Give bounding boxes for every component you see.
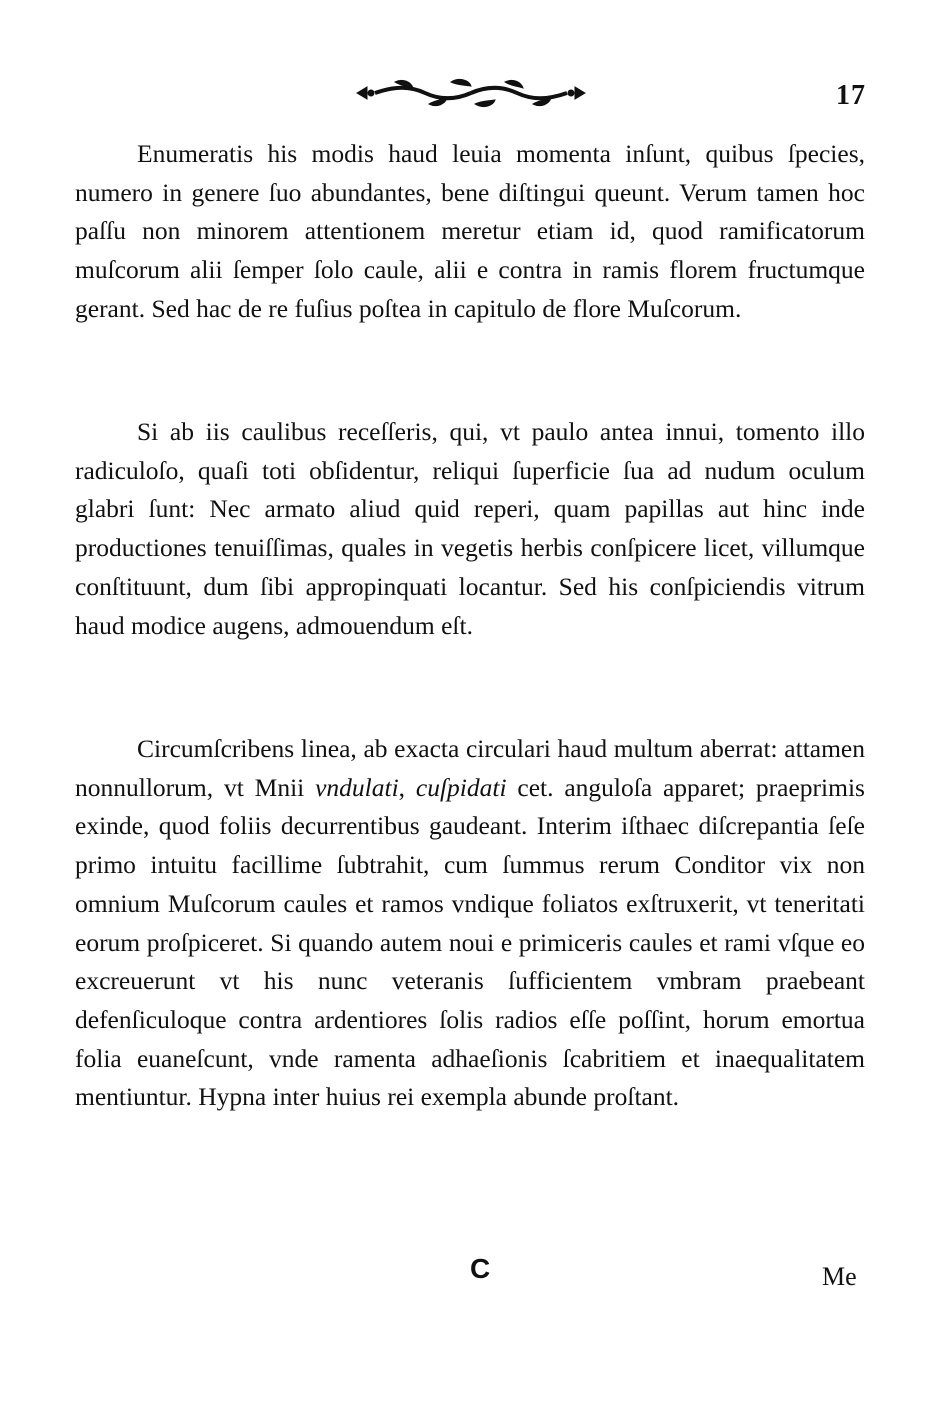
paragraph-2 [75,413,865,645]
species-name-vndulati: vndulati [315,772,399,802]
paragraph-3-text-start: Circumſcribens linea, ab exacta circulari haud multum aberrat: attamen nonnullorum, vt Mnii [75,734,865,802]
paragraph-1-text: Enumeratis his modis haud leuia momenta inſunt, quibus ſpecies, numero in genere ſuo abundantes, bene diſtingui queunt. Verum tamen hoc paſſu non minorem attentionem meretur etiam id, quod ramificatorum muſcorum alii ſemper ſolo caule, alii e contra in ramis florem fructumque gerant. Sed hac de re fuſius poſtea in capitulo de flore Muſcorum. [75,139,865,323]
page-number: 17 [836,80,866,111]
paragraph-2-text: Si ab iis caulibus receſſeris, qui, vt paulo antea innui, tomento illo radiculoſo, quaſi toti obſidentur, reliqui ſuperficie ſua ad nudum oculum glabri ſunt: Nec armato aliud quid reperi, quam papillas aut hinc inde productiones tenuiſſimas, quales in vegetis herbis conſpicere licet, villumque conſtituunt, dum ſibi appropinquati locantur. Sed his conſpiciendis vitrum haud modice augens, admouendum eſt. [75,417,865,640]
paragraph-3-separator: , [398,772,416,802]
paragraph-3-text [75,730,865,1117]
fleuron-ornament-icon [355,76,587,110]
species-name-cuspidati: cuſpidati [415,772,507,802]
paragraph-3 [75,730,865,1117]
paragraph-1 [75,135,865,329]
signature-mark: C [470,1253,491,1284]
paragraph-3-text-end: cet. anguloſa apparet; praeprimis exinde, quod foliis decurrentibus gaudeant. Interim iſthaec diſcrepantia ſeſe primo intuitu facillime ſubtrahit, cum ſummus rerum Conditor vix non omnium Muſcorum caules et ramos vndique foliatos exſtruxerit, vt teneritati eorum proſpiceret. Si quando autem noui e primiceris caules et rami vſque eo excreuerunt vt his nunc veteranis ſufficientem vmbram praebeant defenſiculoque contra ardentiores ſolis radios eſſe poſſint, horum emortua folia euaneſcunt, vnde ramenta adhaeſionis ſcabritiem et inaequalitatem mentiuntur. Hypna inter huius rei exempla abunde proſtant. [75,772,865,1112]
catchword: Me [822,1262,857,1291]
